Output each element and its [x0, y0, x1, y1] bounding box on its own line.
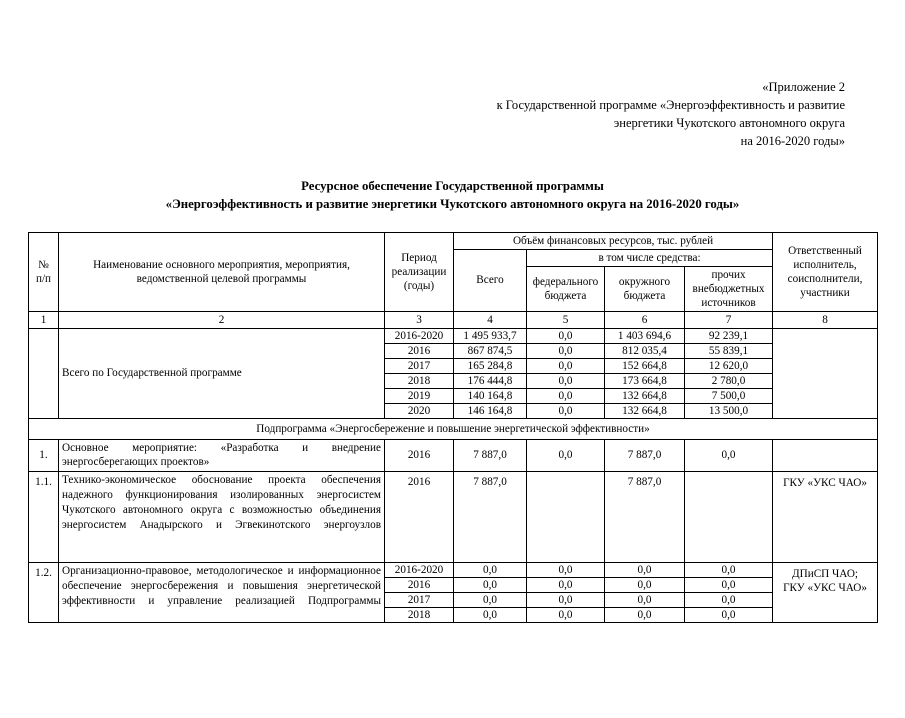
- item12-other: 0,0: [685, 592, 773, 607]
- item1-responsible: [773, 439, 878, 471]
- total-row-total: 165 284,8: [454, 358, 527, 373]
- total-row-other: 92 239,1: [685, 328, 773, 343]
- item11-okrug: 7 887,0: [605, 471, 685, 562]
- item12-period: 2016: [385, 577, 454, 592]
- item12-other: 0,0: [685, 577, 773, 592]
- total-row-federal: 0,0: [527, 373, 605, 388]
- header-other-line1: прочих: [711, 268, 746, 281]
- item12-total: 0,0: [454, 562, 527, 577]
- header-resp-line3: соисполнители,: [787, 272, 863, 285]
- total-row-total: 1 495 933,7: [454, 328, 527, 343]
- total-row-period: 2019: [385, 388, 454, 403]
- item12-total: 0,0: [454, 592, 527, 607]
- item12-federal: 0,0: [527, 607, 605, 622]
- item11-other: [685, 471, 773, 562]
- item1-okrug: 7 887,0: [605, 439, 685, 471]
- colnum-7: 7: [685, 311, 773, 328]
- item12-federal: 0,0: [527, 592, 605, 607]
- table-row: [29, 439, 878, 471]
- colnum-4: 4: [454, 311, 527, 328]
- total-row-total: 146 164,8: [454, 403, 527, 418]
- item1-period: 2016: [385, 439, 454, 471]
- item1-federal: 0,0: [527, 439, 605, 471]
- item12-responsible: [773, 562, 878, 622]
- total-row-federal: 0,0: [527, 328, 605, 343]
- header-cell-period: [385, 232, 454, 311]
- header-cell-including: в том числе средства:: [527, 249, 773, 266]
- item12-federal: 0,0: [527, 562, 605, 577]
- header-num-line1: №: [38, 258, 49, 271]
- header-period-line3: (годы): [403, 279, 435, 292]
- total-row-federal: 0,0: [527, 388, 605, 403]
- total-row-federal: 0,0: [527, 403, 605, 418]
- total-row-federal: 0,0: [527, 358, 605, 373]
- item12-responsible-line1: ДПиСП ЧАО;: [792, 567, 859, 580]
- total-row-total: 867 874,5: [454, 343, 527, 358]
- header-cell-other: [685, 266, 773, 311]
- header-period-line1: Период: [401, 251, 437, 264]
- column-number-row: [29, 311, 878, 328]
- header-resp-line2: исполнитель,: [793, 258, 857, 271]
- item11-index: 1.1.: [29, 471, 59, 562]
- total-block-index: [29, 328, 59, 418]
- header-cell-okrug: [605, 266, 685, 311]
- item11-total: 7 887,0: [454, 471, 527, 562]
- page-title-line-1: Ресурсное обеспечение Государственной программы: [301, 178, 604, 193]
- colnum-6: 6: [605, 311, 685, 328]
- item1-other: 0,0: [685, 439, 773, 471]
- header-okrug-line1: окружного: [618, 275, 671, 288]
- colnum-5: 5: [527, 311, 605, 328]
- item11-federal: [527, 471, 605, 562]
- total-row-period: 2020: [385, 403, 454, 418]
- header-federal-line2: бюджета: [544, 289, 587, 302]
- table-row: [29, 562, 878, 577]
- item12-okrug: 0,0: [605, 607, 685, 622]
- item12-period: 2018: [385, 607, 454, 622]
- total-row-total: 176 444,8: [454, 373, 527, 388]
- table-header-row-1: [29, 232, 878, 249]
- appendix-header-line-4: на 2016-2020 годы»: [740, 134, 845, 149]
- total-row-other: 13 500,0: [685, 403, 773, 418]
- item12-period: 2017: [385, 592, 454, 607]
- total-row-total: 140 164,8: [454, 388, 527, 403]
- total-row-period: 2016-2020: [385, 328, 454, 343]
- colnum-2: 2: [59, 311, 385, 328]
- header-name-line1: Наименование основного мероприятия, мероприятия,: [93, 258, 350, 271]
- header-cell-responsible: [773, 232, 878, 311]
- header-cell-volume: Объём финансовых ресурсов, тыс. рублей: [454, 232, 773, 249]
- header-resp-line4: участники: [800, 286, 850, 299]
- item12-federal: 0,0: [527, 577, 605, 592]
- total-block-responsible: [773, 328, 878, 418]
- item12-total: 0,0: [454, 577, 527, 592]
- total-row-okrug: 173 664,8: [605, 373, 685, 388]
- header-other-line3: источников: [701, 296, 756, 309]
- total-row-period: 2017: [385, 358, 454, 373]
- item12-total: 0,0: [454, 607, 527, 622]
- appendix-header-line-3: энергетики Чукотского автономного округа: [613, 116, 845, 131]
- subprogram-title-row: [29, 418, 878, 439]
- total-row-okrug: 1 403 694,6: [605, 328, 685, 343]
- total-row-period: 2016: [385, 343, 454, 358]
- total-row-other: 55 839,1: [685, 343, 773, 358]
- header-period-line2: реализации: [391, 265, 447, 278]
- colnum-3: 3: [385, 311, 454, 328]
- total-row-other: 12 620,0: [685, 358, 773, 373]
- subprogram-title: Подпрограмма «Энергосбережение и повышение энергетической эффективности»: [29, 418, 878, 439]
- colnum-1: 1: [29, 311, 59, 328]
- item12-okrug: 0,0: [605, 592, 685, 607]
- header-cell-num: [29, 232, 59, 311]
- total-row-okrug: 812 035,4: [605, 343, 685, 358]
- item12-index: 1.2.: [29, 562, 59, 622]
- header-okrug-line2: бюджета: [623, 289, 666, 302]
- total-row-other: 7 500,0: [685, 388, 773, 403]
- total-row-federal: 0,0: [527, 343, 605, 358]
- table-row: [29, 328, 878, 343]
- header-other-line2: внебюджетных: [692, 282, 765, 295]
- header-federal-line1: федерального: [532, 275, 599, 288]
- total-row-other: 2 780,0: [685, 373, 773, 388]
- appendix-header-line-2: к Государственной программе «Энергоэффективность и развитие: [496, 98, 845, 113]
- item11-period: 2016: [385, 471, 454, 562]
- total-row-okrug: 132 664,8: [605, 388, 685, 403]
- header-num-line2: п/п: [35, 272, 52, 285]
- appendix-header-line-1: «Приложение 2: [762, 80, 845, 94]
- item12-name: Организационно-правовое, методологическое и информационное обеспечение энергосбережения и повышения энергетической эффективности и управление реализацией Подпрограммы: [59, 562, 385, 622]
- header-name-line2: ведомственной целевой программы: [136, 272, 307, 285]
- item1-index: 1.: [29, 439, 59, 471]
- item11-responsible: ГКУ «УКС ЧАО»: [773, 471, 878, 562]
- total-row-period: 2018: [385, 373, 454, 388]
- header-cell-federal: [527, 266, 605, 311]
- header-resp-line1: Ответственный: [788, 244, 862, 257]
- item11-name: Технико-экономическое обоснование проекта обеспечения надежного функционирования изолированных энергосистем Чукотского автономного округа с возможностью объединения энергосистем Анадырского и Эгвекинотского энергоузлов: [59, 471, 385, 562]
- item12-okrug: 0,0: [605, 562, 685, 577]
- colnum-8: 8: [773, 311, 878, 328]
- item12-other: 0,0: [685, 607, 773, 622]
- appendix-header: [28, 78, 877, 151]
- item12-responsible-line2: ГКУ «УКС ЧАО»: [783, 582, 867, 595]
- item12-okrug: 0,0: [605, 577, 685, 592]
- item1-name: Основное мероприятие: «Разработка и внедрение энергосберегающих проектов»: [59, 439, 385, 471]
- item12-other: 0,0: [685, 562, 773, 577]
- item1-total: 7 887,0: [454, 439, 527, 471]
- item12-period: 2016-2020: [385, 562, 454, 577]
- page-title-line-2: «Энергоэффективность и развитие энергетики Чукотского автономного округа на 2016-2020 годы»: [165, 197, 740, 212]
- page-title: [28, 177, 877, 214]
- header-cell-total: Всего: [454, 249, 527, 311]
- total-block-label: Всего по Государственной программе: [59, 328, 385, 418]
- document-page: [0, 78, 905, 718]
- resource-table: [28, 232, 878, 623]
- table-row: [29, 471, 878, 562]
- header-cell-name: [59, 232, 385, 311]
- total-row-okrug: 152 664,8: [605, 358, 685, 373]
- total-row-okrug: 132 664,8: [605, 403, 685, 418]
